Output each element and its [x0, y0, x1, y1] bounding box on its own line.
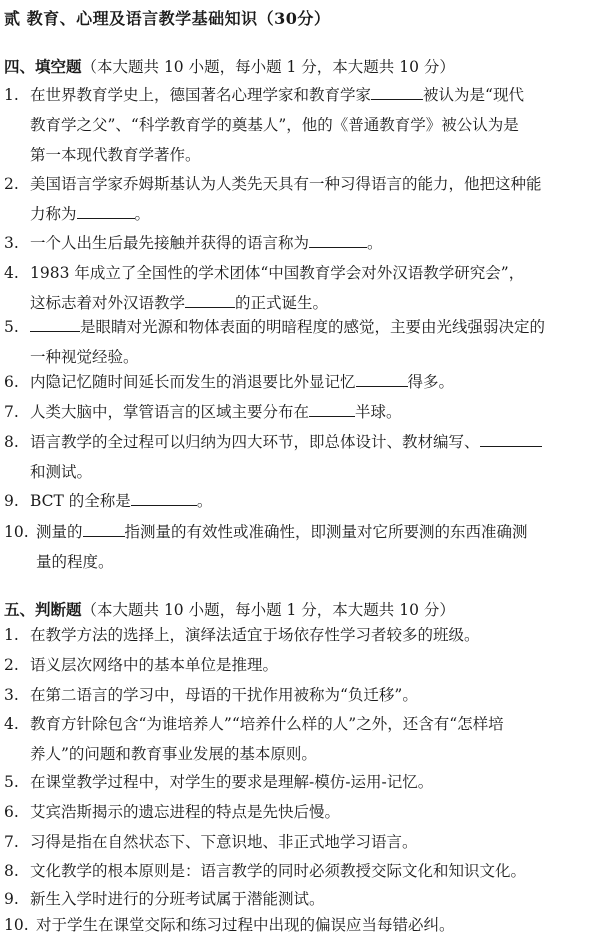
question-number: 6.: [4, 373, 19, 391]
answer-blank: [309, 400, 355, 417]
answer-blank: [30, 315, 80, 332]
question-number: 4.: [4, 715, 19, 733]
question-text: 美国语言学家乔姆斯基认为人类先天具有一种习得语言的能力，他把这种能: [30, 175, 542, 193]
question-number: 8.: [4, 862, 19, 880]
question-number: 2.: [4, 175, 19, 193]
question-number: 9.: [4, 492, 19, 510]
question-text: 在世界教育学史上，德国著名心理学家和教育学家: [30, 86, 372, 104]
question-text: 在课堂教学过程中，对学生的要求是理解-模仿-运用-记忆。: [30, 773, 434, 791]
question-text: 是眼睛对光源和物体表面的明暗程度的感觉，主要由光线强弱决定的: [80, 318, 546, 336]
question-text: BCT 的全称是: [30, 492, 131, 510]
fill-question-7: [4, 397, 602, 427]
question-text: 1983 年成立了全国性的学术团体“中国教育学会对外汉语教学研究会”，: [30, 264, 525, 282]
question-number: 7.: [4, 833, 19, 851]
question-text: 语义层次网络中的基本单位是推理。: [30, 656, 279, 674]
question-number: 5.: [4, 773, 19, 791]
question-text: 的正式诞生。: [235, 294, 329, 312]
question-text: 被认为是“现代: [423, 86, 524, 104]
fill-blank-note: （本大题共 10 小题，每小题 1 分，本大题共 10 分）: [81, 58, 455, 76]
question-text: 得多。: [407, 373, 455, 391]
section-title: 贰 教育、心理及语言教学基础知识（30分）: [4, 9, 331, 28]
question-text: 对于学生在课堂交际和练习过程中出现的偏误应当每错必纠。: [36, 916, 455, 934]
question-text: 人类大脑中，掌管语言的区域主要分布在: [30, 403, 310, 421]
question-text: 养人”的问题和教育事业发展的基本原则。: [30, 745, 317, 763]
fill-question-4: [4, 258, 602, 318]
question-text: 量的程度。: [36, 553, 114, 571]
fill-question-5: [4, 312, 602, 372]
answer-blank: [371, 83, 423, 100]
question-number: 7.: [4, 403, 19, 421]
judgment-note: （本大题共 10 小题，每小题 1 分，本大题共 10 分）: [81, 601, 455, 619]
question-text: 文化教学的根本原则是：语言教学的同时必须教授交际文化和知识文化。: [30, 862, 527, 880]
judgment-question-5: [4, 767, 602, 797]
fill-question-8: [4, 427, 602, 487]
question-text: 习得是指在自然状态下、下意识地、非正式地学习语言。: [30, 833, 418, 851]
question-text: 内隐记忆随时间延长而发生的消退要比外显记忆: [30, 373, 356, 391]
question-text: 在第二语言的学习中，母语的干扰作用被称为“负迁移”。: [30, 686, 418, 704]
question-text: 语言教学的全过程可以归纳为四大环节，即总体设计、教材编写、: [30, 433, 480, 451]
answer-blank: [131, 489, 197, 506]
judgment-question-4: [4, 709, 602, 769]
question-text: 教育方针除包含“为谁培养人”“培养什么样的人”之外，还含有“怎样培: [30, 715, 504, 733]
question-number: 5.: [4, 318, 19, 336]
judgment-label: 五、判断题: [4, 600, 82, 619]
question-text: 一种视觉经验。: [30, 348, 139, 366]
question-number: 4.: [4, 264, 19, 282]
question-text: 这标志着对外汉语教学: [30, 294, 186, 312]
fill-question-10: [4, 517, 602, 577]
question-text: 。: [367, 234, 383, 252]
answer-blank: [356, 370, 408, 387]
judgment-question-8: [4, 856, 602, 886]
question-text: 半球。: [355, 403, 402, 421]
question-text: 在教学方法的选择上，演绎法适宜于场依存性学习者较多的班级。: [30, 626, 480, 644]
question-number: 8.: [4, 433, 19, 451]
question-number: 1.: [4, 86, 19, 104]
question-number: 10.: [4, 916, 29, 934]
fill-question-9: [4, 486, 602, 516]
question-text: 教育学之父”、“科学教育学的奠基人”，他的《普通教育学》被公认为是: [30, 116, 519, 134]
judgment-question-3: [4, 680, 602, 710]
question-number: 6.: [4, 803, 19, 821]
question-text: 测量的: [36, 523, 83, 541]
fill-blank-header: [4, 55, 455, 77]
question-text: 。: [134, 205, 151, 223]
judgment-question-7: [4, 827, 602, 857]
judgment-question-2: [4, 650, 602, 680]
question-text: 和测试。: [30, 463, 93, 481]
answer-blank: [185, 291, 235, 308]
fill-blank-label: 四、填空题: [4, 57, 82, 76]
answer-blank: [480, 430, 542, 447]
question-text: 第一本现代教育学著作。: [30, 146, 201, 164]
question-text: 艾宾浩斯揭示的遗忘进程的特点是先快后慢。: [30, 803, 341, 821]
question-text: 指测量的有效性或准确性，即测量对它所要测的东西准确测: [124, 523, 528, 541]
fill-question-1: [4, 80, 602, 170]
question-number: 9.: [4, 890, 19, 908]
question-number: 3.: [4, 234, 19, 252]
question-text: 力称为: [30, 205, 77, 223]
answer-blank: [309, 231, 367, 248]
fill-question-3: [4, 228, 602, 258]
judgment-question-10: [4, 910, 602, 940]
question-number: 10.: [4, 523, 29, 541]
question-text: 一个人出生后最先接触并获得的语言称为: [30, 234, 310, 252]
judgment-question-1: [4, 620, 602, 650]
question-number: 1.: [4, 626, 19, 644]
question-text: 。: [196, 492, 213, 510]
question-number: 2.: [4, 656, 19, 674]
answer-blank: [83, 520, 125, 537]
judgment-header: [4, 598, 455, 620]
question-number: 3.: [4, 686, 19, 704]
question-text: 新生入学时进行的分班考试属于潜能测试。: [30, 890, 325, 908]
answer-blank: [77, 202, 135, 219]
fill-question-6: [4, 367, 602, 397]
fill-question-2: [4, 169, 602, 229]
judgment-question-6: [4, 797, 602, 827]
